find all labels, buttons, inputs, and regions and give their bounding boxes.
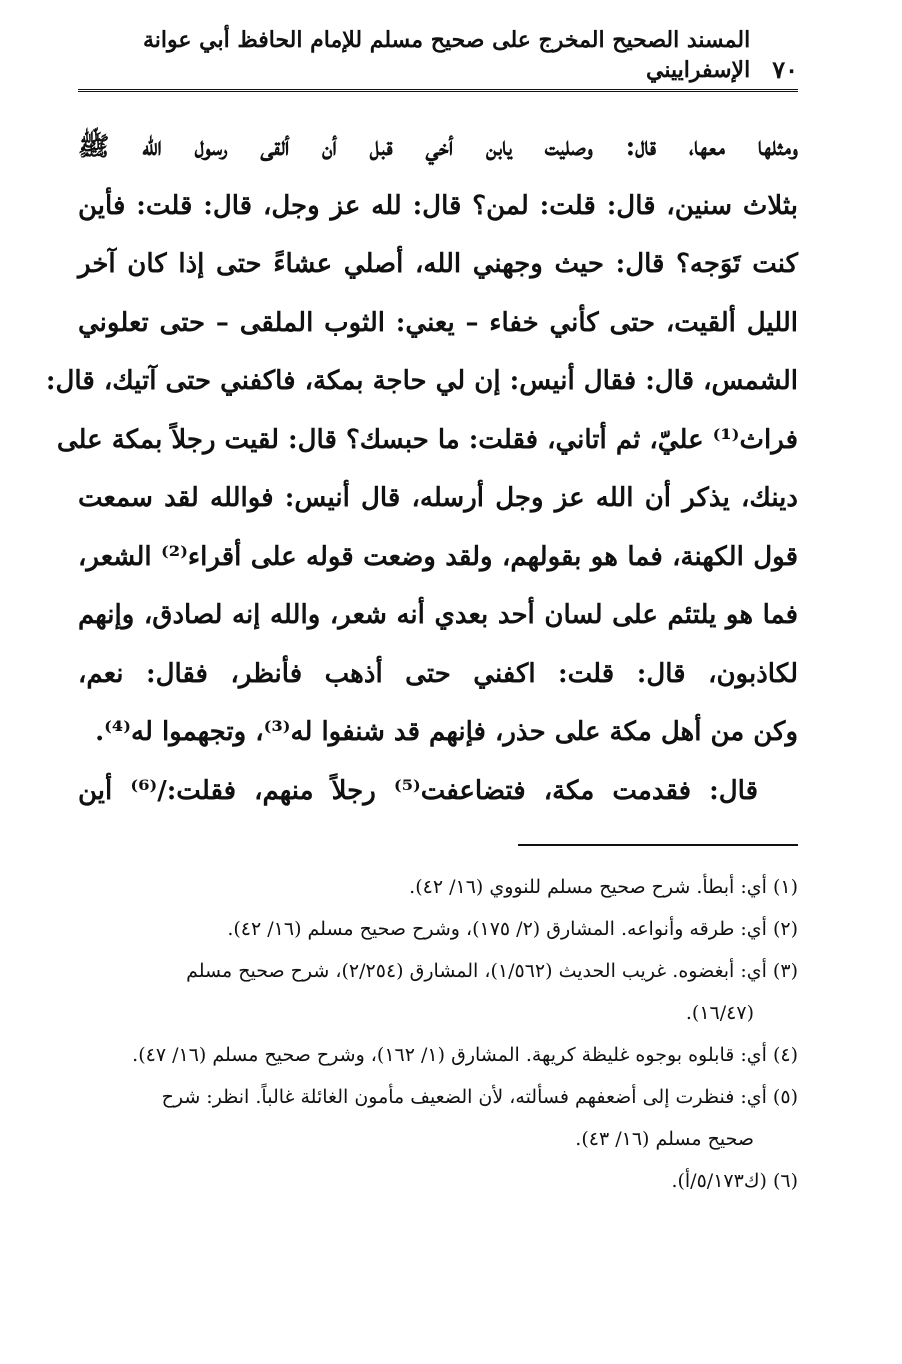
text-line: فما هو يلتئم على لسان أحد بعدي أنه شعر، والله إنه لصادق، وإنهم (78, 600, 798, 630)
footnote-5-continuation: صحيح مسلم (١٦/ ٤٣). (575, 1128, 754, 1150)
text-line: وكن من أهل مكة على حذر، فإنهم قد شنفوا له⁽³⁾، وتجهموا له⁽⁴⁾. (95, 717, 798, 747)
text-line: قول الكهنة، فما هو بقولهم، ولقد وضعت قوله على أقراء⁽²⁾ الشعر، (78, 541, 798, 572)
text-line: بثلاث سنين، قال: قلت: لمن؟ قال: لله عز وجل، قال: قلت: فأين (78, 190, 798, 221)
page-number: ٧٠ (772, 55, 798, 84)
footnote-separator (518, 844, 798, 846)
footnote-3: (٣) أي: أبغضوه. غريب الحديث (١/٥٦٢)، المشارق (٢/٢٥٤)، شرح صحيح مسلم (186, 960, 798, 982)
text-line: ومثلها معها، قال: وصليت يابن أخي قبل أن ألقى رسول الله ﷺ (78, 132, 798, 162)
footnote-1: (١) أي: أبطأ. شرح صحيح مسلم للنووي (١٦/ ٤٢). (409, 876, 798, 898)
text-line: دينك، يذكر أن الله عز وجل أرسله، قال أنيس: فوالله لقد سمعت (78, 483, 798, 513)
text-line: لكاذبون، قال: قلت: اكفني حتى أذهب فأنظر، فقال: نعم، (78, 658, 798, 689)
footnote-6: (٦) (ك٥/١٧٣/أ). (671, 1170, 798, 1192)
text-line: الشمس، قال: فقال أنيس: إن لي حاجة بمكة، فاكفني حتى آتيك، قال: (45, 366, 798, 396)
footnote-5: (٥) أي: فنظرت إلى أضعفهم فسألته، لأن الضعيف مأمون الغائلة غالباً. انظر: شرح (161, 1086, 798, 1108)
main-text (45, 118, 798, 820)
footnote-4: (٤) أي: قابلوه بوجوه غليظة كريهة. المشارق (١/ ١٦٢)، وشرح صحيح مسلم (١٦/ ٤٧). (132, 1044, 798, 1066)
running-header (78, 27, 798, 92)
footnote-3-continuation: (١٦/٤٧). (685, 1002, 754, 1024)
text-line: كنت تَوَجه؟ قال: حيث وجهني الله، أصلي عشاءً حتى إذا كان آخر (78, 249, 798, 279)
text-line: قال: فقدمت مكة، فتضاعفت⁽⁵⁾ رجلاً منهم، فقلت:/⁽⁶⁾ أين (78, 775, 758, 806)
footnote-2: (٢) أي: طرقه وأنواعه. المشارق (٢/ ١٧٥)، وشرح صحيح مسلم (١٦/ ٤٢). (227, 918, 798, 940)
running-title: المسند الصحيح المخرج على صحيح مسلم للإمام الحافظ أبي عوانة الإسفراييني (142, 27, 751, 83)
text-line: الليل ألقيت، حتى كأني خفاء – يعني: الثوب الملقى – حتى تعلوني (78, 307, 798, 338)
text-line: فراث⁽¹⁾ عليّ، ثم أتاني، فقلت: ما حبسك؟ قال: لقيت رجلاً بمكة على (56, 424, 798, 455)
footnotes (78, 866, 798, 1202)
